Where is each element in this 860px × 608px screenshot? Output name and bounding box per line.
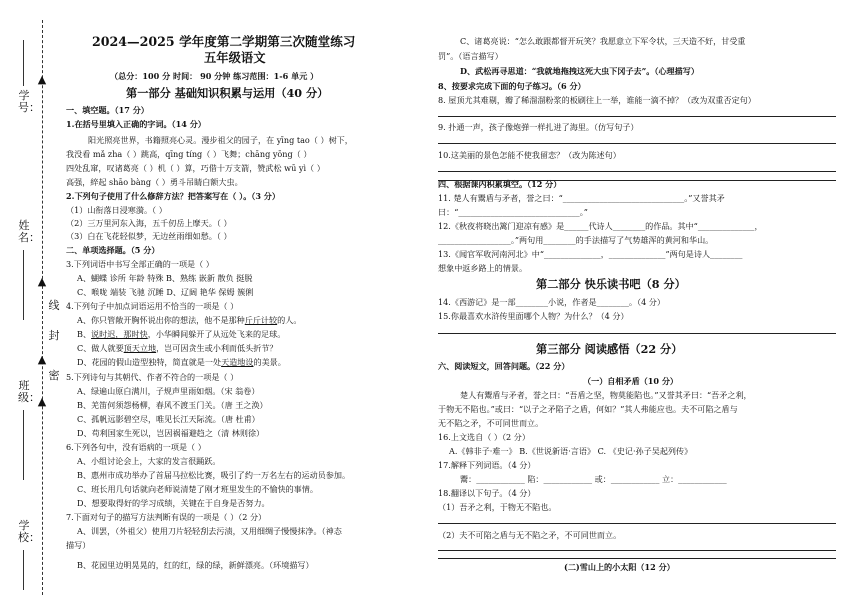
text-line: 2024—2025 学年度第二学期第三次随堂练习 bbox=[92, 34, 356, 49]
text-line: B、说时迟，那时快，小华瞬间躲开了从远处飞来的足球。 bbox=[77, 329, 286, 339]
text-line: 四处乱窜，叹诸葛亮（ ）机（ ）算，巧借十万支箭，赞武松 wū yì（ ） bbox=[66, 163, 325, 173]
text-line: D、花园的假山造型独特，简直就是一处天造地设的美景。 bbox=[77, 357, 286, 367]
school-label: 学校： bbox=[18, 519, 40, 544]
text-line: A.《韩非子·难一》 B.《世说新语·言语》 C. 《史记·孙子吴起列传》 bbox=[449, 446, 693, 456]
text-line: 5.下列诗句与其朝代、作者不符合的一项是（ ） bbox=[66, 372, 239, 382]
text-line: 楚人有鬻盾与矛者，誉之曰：“吾盾之坚，物莫能陷也。”又誉其矛曰：“吾矛之利， bbox=[460, 390, 752, 400]
answer-line[interactable] bbox=[438, 116, 836, 117]
text-line: 想象中返乡路上的情景。 bbox=[438, 263, 528, 273]
text-line: D、苟利国家生死以，岂因祸福避趋之（清 林则徐） bbox=[77, 428, 265, 438]
text-line: 18.翻译以下句子。（4 分） bbox=[438, 488, 536, 498]
class-blank bbox=[23, 410, 24, 480]
text-line: B、羌笛何须怨杨柳，春风不渡玉门关。（唐 王之涣） bbox=[77, 400, 268, 410]
text-line: A、绿遍山原白满川，子规声里雨如烟。（宋 翁卷） bbox=[77, 386, 260, 396]
text-line: 8、按要求完成下面的句子练习。（6 分） bbox=[438, 81, 586, 91]
text-line: C、诸葛亮说：“怎么敢跟都督开玩笑？我愿意立下军令状，三天造不好，甘受重 bbox=[460, 36, 746, 46]
answer-line[interactable] bbox=[438, 550, 836, 551]
text-line: 第二部分 快乐读书吧（8 分） bbox=[536, 277, 686, 291]
text-line: __________________。”两句用________的手法描写了气势雄浑的黄河和华山。 bbox=[438, 235, 714, 245]
triangle-mark: ▲ bbox=[37, 275, 47, 288]
text-line: A、蝴蝶 诊所 年龄 特殊 B、熟练 嵌新 散负 挺脱 bbox=[77, 273, 253, 283]
text-line: 1.在括号里填入正确的字词。（14 分） bbox=[66, 119, 206, 129]
text-line: C、喉咙 端装 飞驰 沉睡 D、辽阔 艳华 保姆 簇俐 bbox=[77, 287, 254, 297]
name-blank bbox=[23, 250, 24, 320]
text-line: 10.这美丽的景色怎能不使我留恋？（改为陈述句） bbox=[438, 150, 621, 160]
text-line: 描写） bbox=[66, 540, 91, 550]
text-line: A、训罢，（外祖父）使用刀片轻轻刮去污渍，又用细绸子慢慢抹净。（神态 bbox=[77, 526, 342, 536]
text-line: D、武松再寻思道：“我就地拖拽这死大虫下冈子去”。（心理描写） bbox=[460, 66, 699, 76]
text-line: 15.你最喜欢水浒传里面哪个人物？为什么？（4 分） bbox=[438, 311, 629, 321]
text-line: （1）山衔落日浸寒漪。（ ） bbox=[66, 205, 167, 215]
seat-blank bbox=[23, 40, 24, 86]
text-line: 11. 楚人有鬻盾与矛者，誉之曰：“______________________________。”又誉其矛 bbox=[438, 193, 725, 203]
text-line: C、做人就要顶天立地，岂可因贪生或小利而低头折节？ bbox=[77, 343, 278, 353]
text-line: 四、根据课内积累填空。（12 分） bbox=[438, 179, 562, 189]
answer-line[interactable] bbox=[438, 333, 836, 334]
text-line: 第三部分 阅读感悟（22 分） bbox=[536, 342, 683, 356]
text-line: 3.下列词语中书写全部正确的一项是（ ） bbox=[66, 259, 214, 269]
answer-line[interactable] bbox=[438, 171, 836, 172]
text-line: A、小组讨论会上，大家的发言很踊跃。 bbox=[77, 456, 221, 466]
text-line: 高强，綷起 shāo bàng（ ）勇斗吊睛白额大虫。 bbox=[66, 177, 243, 187]
text-line: 六、阅读短文，回答问题。（22 分） bbox=[438, 361, 570, 371]
text-line: B、花园里边明晃晃的，红的红，绿的绿，新鲜漂亮。（环境描写） bbox=[77, 560, 314, 570]
seal-mark-mi: 密 bbox=[48, 369, 60, 382]
text-line: 二、单项选择题。（5 分） bbox=[66, 245, 160, 255]
name-label: 姓名： bbox=[18, 219, 40, 244]
class-label: 班级： bbox=[18, 379, 40, 404]
text-line: (二)雪山上的小太阳（12 分） bbox=[564, 562, 675, 572]
school-blank bbox=[23, 550, 24, 590]
text-line: 7.下面对句子的描写方法判断有误的一项是（ ）（2 分） bbox=[66, 512, 267, 522]
text-line: 我没看 mǎ zha（ ）跳高，qīng tíng（ ）飞舞；chāng yōng（ ） bbox=[66, 149, 312, 159]
seal-mark-line: 线 bbox=[48, 299, 60, 312]
text-line: 17.解释下列词语。（4 分） bbox=[438, 460, 536, 470]
text-line: 14.《西游记》是一部________小说，作者是________。（4 分） bbox=[438, 297, 665, 307]
text-line: B、惠州市成功举办了首届马拉松比赛，吸引了约一万名左右的运动员参加。 bbox=[77, 470, 351, 480]
text-line: 13.《闻官军收河南河北》中“______________，______________”两句是诗人________ bbox=[438, 249, 743, 259]
text-line: （1）吾矛之利，于物无不陷也。 bbox=[438, 502, 557, 512]
seat-label: 学号： bbox=[18, 89, 40, 114]
binding-margin bbox=[0, 0, 64, 608]
triangle-mark: ▲ bbox=[37, 395, 47, 408]
text-line: 2.下列句子使用了什么修辞方法？把答案写在（ ）。（3 分） bbox=[66, 191, 280, 201]
triangle-mark: ▲ bbox=[37, 73, 47, 86]
text-line: 12.《秋夜将晓出篱门迎凉有感》是______代诗人________的作品。其中“______________， bbox=[438, 221, 763, 231]
text-line: （2）夫不可陷之盾与无不陷之矛，不可同世而立。 bbox=[438, 530, 622, 540]
triangle-mark: ▲ bbox=[37, 353, 47, 366]
text-line: C、孤帆远影碧空尽，唯见长江天际流。（唐 杜甫） bbox=[77, 414, 260, 424]
text-line: 于物无不陷也。”或曰：“以子之矛陷子之盾，何如？”其人弗能应也。夫不可陷之盾与 bbox=[438, 404, 738, 414]
text-line: 第一部分 基础知识积累与运用（40 分） bbox=[126, 86, 329, 100]
text-line: 8. 屋顶尤其难剔，瓣了稀溜溜粉浆的板刷往上一举，谁能一滴不掉？（改为双重否定句） bbox=[438, 95, 756, 105]
text-line: 6.下列各句中，没有语病的一项是（ ） bbox=[66, 442, 206, 452]
text-line: 一、填空题。（17 分） bbox=[66, 105, 149, 115]
text-line: 无不陷之矛，不可同世而立。 bbox=[438, 418, 544, 428]
text-line: （总分：100 分 时间： 90 分钟 练习范围：1-6 单元 ） bbox=[110, 71, 319, 81]
text-line: A、你只管敞开胸怀说出你的想法，他不是那种斤斤计较的人。 bbox=[77, 315, 302, 325]
answer-line[interactable] bbox=[438, 523, 836, 524]
text-line: D、想要取得好的学习成绩，关键在于自身是否努力。 bbox=[77, 498, 270, 508]
seal-mark-seal: 封 bbox=[48, 329, 60, 342]
answer-line[interactable] bbox=[438, 143, 836, 144]
seal-line bbox=[42, 20, 43, 595]
text-line: 16.上文选自（ ）（2 分） bbox=[438, 432, 530, 442]
text-line: 罚”。（语言描写） bbox=[438, 51, 503, 61]
text-line: C、班长用几句话就向老师说清楚了刚才班里发生的不愉快的事情。 bbox=[77, 484, 318, 494]
text-line: 阳光照亮世界，书籍照亮心灵。漫步祖父的园子，在 yīng tao（ ）树下， bbox=[88, 135, 353, 145]
text-line: 4.下列句子中加点词语运用不恰当的一项是（ ） bbox=[66, 301, 239, 311]
text-line: （3）白在飞花轻似梦，无边丝雨细如愁。（ ） bbox=[66, 231, 232, 241]
text-line: （2）三万里河东入海，五千仞岳上摩天。（ ） bbox=[66, 218, 232, 228]
text-line: 五年级语文 bbox=[204, 50, 266, 65]
text-line: 曰：“______________________________。” bbox=[438, 207, 588, 217]
answer-line[interactable] bbox=[438, 558, 836, 559]
answer-line[interactable] bbox=[438, 180, 836, 181]
text-line: 9. 扑通一声，孩子像炮弹一样扎进了海里。（仿写句子） bbox=[438, 122, 639, 132]
text-line: （一）自相矛盾（10 分） bbox=[583, 376, 679, 386]
text-line: 鬻：____________ 陷：____________ 或：____________ 立：____________ bbox=[460, 474, 727, 484]
